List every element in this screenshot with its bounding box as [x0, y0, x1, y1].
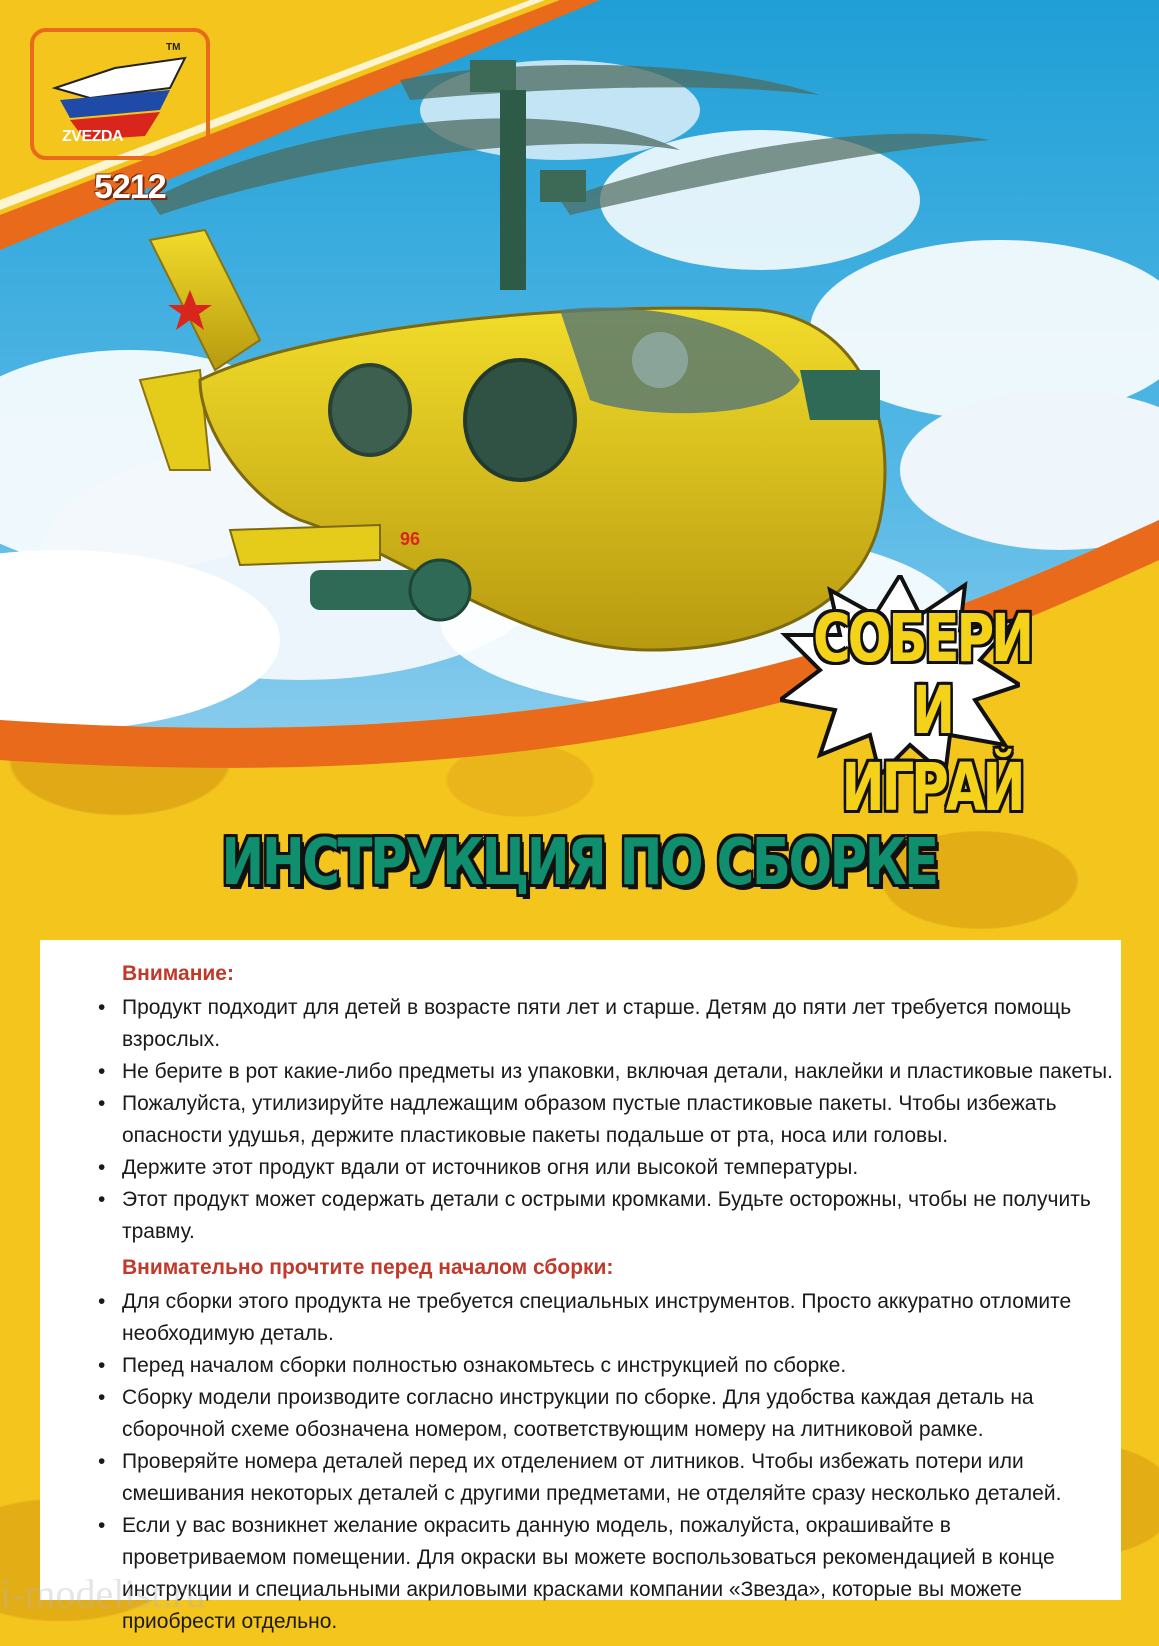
safety-info-content: [80, 950, 1120, 1638]
list-item: • Перед началом сборки полностью ознакомьтесь с инструкцией по сборке.: [80, 1350, 1120, 1382]
list-item: • Продукт подходит для детей в возрасте пяти лет и старше. Детям до пяти лет требуется помощь взрослых.: [80, 992, 1120, 1056]
page-title: ИНСТРУКЦИЯ ПО СБОРКЕ: [221, 826, 938, 900]
title-wrapper: [0, 826, 1159, 900]
list-item: • Держите этот продукт вдали от источников огня или высокой температуры.: [80, 1152, 1120, 1184]
list-item: • Не берите в рот какие-либо предметы из упаковки, включая детали, наклейки и пластиковые пакеты.: [80, 1056, 1120, 1088]
warnings-heading: Внимание:: [122, 962, 234, 985]
trademark-symbol: TM: [166, 42, 181, 53]
assembly-heading: Внимательно прочтите перед началом сборки:: [122, 1256, 614, 1279]
slogan-line-2: И ИГРАЙ: [841, 672, 1023, 826]
list-item: • Этот продукт может содержать детали с острыми кромками. Будьте осторожны, чтобы не получить травму.: [80, 1184, 1120, 1248]
kit-number: 5212: [94, 168, 166, 206]
tail-number-label: 96: [400, 529, 421, 549]
zvezda-logo: [30, 28, 220, 168]
assembly-list: [80, 1286, 1120, 1638]
list-item: • Если у вас возникнет желание окрасить данную модель, пожалуйста, окрашивайте в проветриваемом помещении. Для окраски вы можете воспользоваться рекомендацией в конце инструкции и специальными акриловыми красками компании «Звезда», которые вы можете приобрести отдельно.: [80, 1510, 1120, 1638]
list-item: • Пожалуйста, утилизируйте надлежащим образом пустые пластиковые пакеты. Чтобы избежать опасности удушья, держите пластиковые пакеты подальше от рта, носа или головы.: [80, 1088, 1120, 1152]
list-item: • Сборку модели производите согласно инструкции по сборке. Для удобства каждая деталь на сборочной схеме обозначена номером, соответствующим номеру на литниковой рамке.: [80, 1382, 1120, 1446]
list-item: • Проверяйте номера деталей перед их отделением от литников. Чтобы избежать потери или смешивания некоторых деталей с другими предметами, не отделяйте сразу несколько деталей.: [80, 1446, 1120, 1510]
slogan-line-1: СОБЕРИ: [812, 600, 1032, 677]
safety-info-panel: [40, 940, 1121, 1633]
list-item: • Для сборки этого продукта не требуется специальных инструментов. Просто аккуратно отломите необходимую деталь.: [80, 1286, 1120, 1350]
watermark: i-modelist.ru: [0, 1571, 206, 1616]
warnings-list: [80, 992, 1120, 1248]
logo-wordmark: ZVEZDA: [62, 128, 123, 145]
